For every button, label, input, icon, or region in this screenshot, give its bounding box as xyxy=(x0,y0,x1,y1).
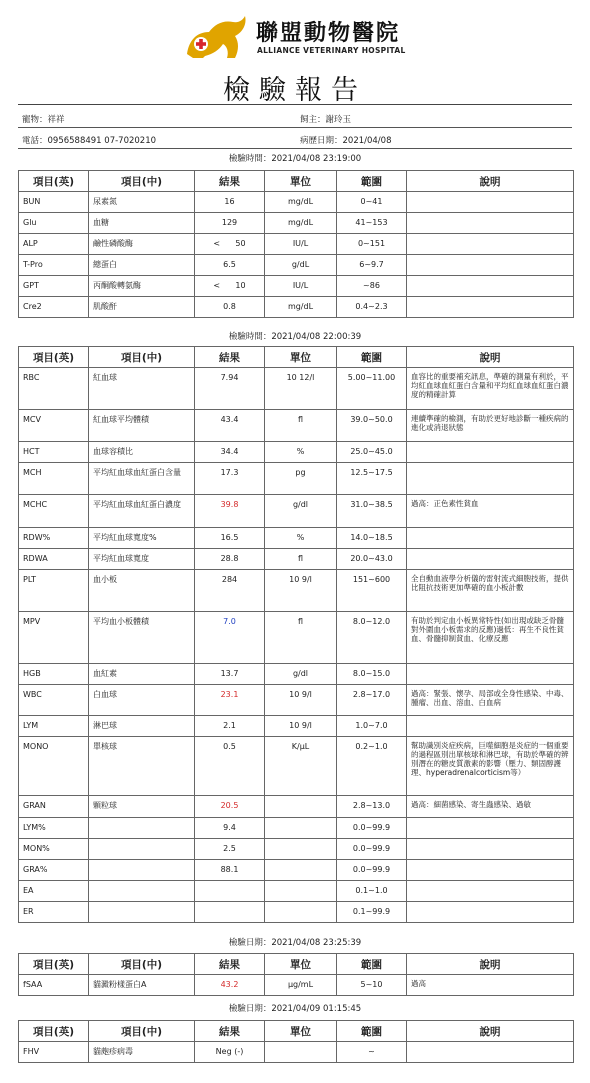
cell-range: 8.0~12.0 xyxy=(337,612,407,664)
cell-unit xyxy=(265,818,337,839)
cell-range: 0.0~99.9 xyxy=(337,860,407,881)
column-header: 單位 xyxy=(265,347,337,368)
cell-result xyxy=(195,839,265,860)
section-timestamp: 檢驗時間：2021/04/08 23:19:00 xyxy=(228,154,362,164)
report-title: 檢驗報告 xyxy=(223,75,367,106)
cell-result xyxy=(195,276,265,297)
cell-range: 6~9.7 xyxy=(337,255,407,276)
cell-unit xyxy=(265,839,337,860)
column-header: 項目(中) xyxy=(89,171,195,192)
cell-zh: 鹼性磷酸酶 xyxy=(89,234,195,255)
cell-en: MCV xyxy=(19,410,89,442)
table-row xyxy=(19,685,574,716)
cell-result xyxy=(195,297,265,318)
cell-zh xyxy=(89,902,195,923)
table-row xyxy=(19,1042,574,1063)
cell-range: 41~153 xyxy=(337,213,407,234)
cell-en: MPV xyxy=(19,612,89,664)
cell-result xyxy=(195,570,265,612)
cell-note xyxy=(407,839,574,860)
cell-zh: 血糖 xyxy=(89,213,195,234)
table-row xyxy=(19,818,574,839)
cell-unit: fl xyxy=(265,410,337,442)
table-row xyxy=(19,442,574,463)
table-row xyxy=(19,255,574,276)
info-divider xyxy=(18,148,572,149)
cell-range: 20.0~43.0 xyxy=(337,549,407,570)
result-value: 28.8 xyxy=(220,554,239,563)
result-value: 7.0 xyxy=(223,617,236,626)
cell-range: 2.8~13.0 xyxy=(337,796,407,818)
table-row xyxy=(19,297,574,318)
cell-unit: fl xyxy=(265,612,337,664)
report-header xyxy=(0,0,590,72)
cell-unit: g/dl xyxy=(265,495,337,528)
cell-en: RBC xyxy=(19,368,89,410)
cell-note xyxy=(407,664,574,685)
hospital-name: 聯盟動物醫院 xyxy=(256,20,401,46)
column-header: 單位 xyxy=(265,1021,337,1042)
cell-zh: 單核球 xyxy=(89,737,195,796)
phone: 電話：0956588491 07-7020210 xyxy=(22,136,157,146)
cell-note xyxy=(407,1042,574,1063)
column-header: 說明 xyxy=(407,1021,574,1042)
cell-en: Glu xyxy=(19,213,89,234)
cell-zh: 貓澱粉樣蛋白A xyxy=(89,975,195,996)
lab-results-table xyxy=(18,170,574,318)
cell-en: RDW% xyxy=(19,528,89,549)
cell-range: 8.0~15.0 xyxy=(337,664,407,685)
cell-result xyxy=(195,234,265,255)
column-header: 項目(中) xyxy=(89,347,195,368)
cell-note xyxy=(407,213,574,234)
cell-note xyxy=(407,549,574,570)
table-row xyxy=(19,192,574,213)
column-header: 結果 xyxy=(195,171,265,192)
cell-unit: mg/dL xyxy=(265,192,337,213)
cell-en: LYM xyxy=(19,716,89,737)
cell-note: 過高：細菌感染、寄生蟲感染、過敏 xyxy=(407,796,574,818)
cell-unit: 10 12/l xyxy=(265,368,337,410)
cell-unit: 10 9/l xyxy=(265,570,337,612)
column-header: 單位 xyxy=(265,954,337,975)
cell-zh: 平均紅血球寬度% xyxy=(89,528,195,549)
cell-result xyxy=(195,664,265,685)
table-row xyxy=(19,975,574,996)
cell-note xyxy=(407,255,574,276)
cell-en: RDWA xyxy=(19,549,89,570)
column-header: 項目(英) xyxy=(19,1021,89,1042)
hospital-logo-icon xyxy=(183,14,249,60)
cell-en: fSAA xyxy=(19,975,89,996)
cell-result xyxy=(195,410,265,442)
table-row xyxy=(19,664,574,685)
record-date: 病歷日期：2021/04/08 xyxy=(300,136,392,146)
cell-unit: 10 9/l xyxy=(265,685,337,716)
cell-note: 全自動血液學分析儀的雷射流式細胞技術，提供比阻抗技術更加準確的血小板計數 xyxy=(407,570,574,612)
column-header: 結果 xyxy=(195,954,265,975)
cell-unit: pg xyxy=(265,463,337,495)
cell-zh: 白血球 xyxy=(89,685,195,716)
cell-unit: IU/L xyxy=(265,234,337,255)
cell-unit: IU/L xyxy=(265,276,337,297)
result-value: 34.4 xyxy=(220,447,239,456)
table-row xyxy=(19,495,574,528)
cell-unit xyxy=(265,881,337,902)
cell-range: 1.0~7.0 xyxy=(337,716,407,737)
owner-name: 飼主：謝玲玉 xyxy=(300,115,352,125)
result-value: 50 xyxy=(235,239,246,248)
table-row xyxy=(19,570,574,612)
cell-en: LYM% xyxy=(19,818,89,839)
info-divider xyxy=(18,127,572,128)
cell-en: MCH xyxy=(19,463,89,495)
cell-zh: 總蛋白 xyxy=(89,255,195,276)
column-header: 項目(中) xyxy=(89,954,195,975)
cell-range: 0.1~1.0 xyxy=(337,881,407,902)
result-value: 43.2 xyxy=(220,980,239,989)
cell-en: PLT xyxy=(19,570,89,612)
cell-zh: 尿素氮 xyxy=(89,192,195,213)
cell-note xyxy=(407,818,574,839)
cell-zh: 平均紅血球血紅蛋白含量 xyxy=(89,463,195,495)
cell-range: 12.5~17.5 xyxy=(337,463,407,495)
table-header-row xyxy=(19,1021,574,1042)
result-value: 43.4 xyxy=(220,415,239,424)
column-header: 範圍 xyxy=(337,954,407,975)
result-value: 2.5 xyxy=(223,844,236,853)
cell-unit: g/dl xyxy=(265,664,337,685)
cell-zh: 淋巴球 xyxy=(89,716,195,737)
cell-note xyxy=(407,234,574,255)
column-header: 項目(英) xyxy=(19,954,89,975)
cell-result xyxy=(195,528,265,549)
result-value: Neg (-) xyxy=(215,1047,244,1056)
table-row xyxy=(19,528,574,549)
cell-en: WBC xyxy=(19,685,89,716)
cell-unit xyxy=(265,796,337,818)
result-value: 6.5 xyxy=(223,260,236,269)
cell-unit: K/μL xyxy=(265,737,337,796)
cell-unit xyxy=(265,902,337,923)
cell-en: BUN xyxy=(19,192,89,213)
column-header: 說明 xyxy=(407,171,574,192)
cell-range: 0.4~2.3 xyxy=(337,297,407,318)
cell-en: GRA% xyxy=(19,860,89,881)
table-row xyxy=(19,839,574,860)
result-value: 16.5 xyxy=(220,533,239,542)
cell-result xyxy=(195,442,265,463)
cell-note xyxy=(407,297,574,318)
section-timestamp: 檢驗日期：2021/04/08 23:25:39 xyxy=(228,938,362,948)
cell-en: MONO xyxy=(19,737,89,796)
cell-result xyxy=(195,737,265,796)
cell-result xyxy=(195,612,265,664)
pet-name: 寵物：祥祥 xyxy=(22,115,65,125)
cell-result xyxy=(195,549,265,570)
cell-note xyxy=(407,881,574,902)
cell-result xyxy=(195,902,265,923)
cell-en: FHV xyxy=(19,1042,89,1063)
cell-note: 過高 xyxy=(407,975,574,996)
cell-note: 連續準確的檢測，有助於更好地診斷一種疾病的進化或消退狀態 xyxy=(407,410,574,442)
cell-note xyxy=(407,192,574,213)
cell-en: GPT xyxy=(19,276,89,297)
table-header-row xyxy=(19,347,574,368)
table-row xyxy=(19,368,574,410)
column-header: 範圍 xyxy=(337,171,407,192)
result-value: 0.5 xyxy=(223,742,236,751)
cell-en: T-Pro xyxy=(19,255,89,276)
cell-note xyxy=(407,860,574,881)
title-divider xyxy=(18,104,572,105)
cell-zh: 平均血小板體積 xyxy=(89,612,195,664)
result-value: 2.1 xyxy=(223,721,236,730)
cell-zh: 丙酮酸轉氨酶 xyxy=(89,276,195,297)
cell-zh: 紅血球平均體積 xyxy=(89,410,195,442)
cell-en: MCHC xyxy=(19,495,89,528)
cell-zh: 血球容積比 xyxy=(89,442,195,463)
cell-note: 過高：緊張、懷孕、局部或全身性感染、中毒、腫瘤、出血、溶血、白血病 xyxy=(407,685,574,716)
hospital-name-en: ALLIANCE VETERINARY HOSPITAL xyxy=(257,46,406,55)
cell-note xyxy=(407,463,574,495)
lab-results-table xyxy=(18,1020,574,1063)
column-header: 項目(英) xyxy=(19,171,89,192)
result-prefix: < xyxy=(213,239,221,248)
cell-zh: 顆粒球 xyxy=(89,796,195,818)
cell-zh xyxy=(89,818,195,839)
result-value: 16 xyxy=(224,197,235,206)
cell-zh xyxy=(89,860,195,881)
result-value: 7.94 xyxy=(220,373,239,382)
table-row xyxy=(19,716,574,737)
cell-range: 2.8~17.0 xyxy=(337,685,407,716)
cell-note: 幫助識別炎症疾病，巨噬細胞是炎症的一個重要的過程區別出單核球和淋巴球，有助於準確的辨別潛在的糖皮質激素的影響（壓力、類固醇護理、hyperadrenalcorticism等） xyxy=(407,737,574,796)
cell-range: 14.0~18.5 xyxy=(337,528,407,549)
result-value: 284 xyxy=(221,575,238,584)
column-header: 說明 xyxy=(407,954,574,975)
cell-result xyxy=(195,860,265,881)
cell-en: HGB xyxy=(19,664,89,685)
cell-zh: 血小板 xyxy=(89,570,195,612)
cell-unit: % xyxy=(265,442,337,463)
table-row xyxy=(19,612,574,664)
cell-range: 39.0~50.0 xyxy=(337,410,407,442)
cell-unit: μg/mL xyxy=(265,975,337,996)
result-value: 9.4 xyxy=(223,823,236,832)
cell-range: 0.0~99.9 xyxy=(337,839,407,860)
cell-zh: 平均紅血球寬度 xyxy=(89,549,195,570)
cell-range: 5.00~11.00 xyxy=(337,368,407,410)
result-prefix: < xyxy=(213,281,221,290)
cell-range: 151~600 xyxy=(337,570,407,612)
column-header: 項目(英) xyxy=(19,347,89,368)
cell-en: GRAN xyxy=(19,796,89,818)
cell-result xyxy=(195,881,265,902)
table-row xyxy=(19,410,574,442)
cell-en: Cre2 xyxy=(19,297,89,318)
result-value: 39.8 xyxy=(220,500,239,509)
cell-range: 25.0~45.0 xyxy=(337,442,407,463)
cell-result xyxy=(195,495,265,528)
cell-unit: fl xyxy=(265,549,337,570)
cell-note xyxy=(407,716,574,737)
column-header: 結果 xyxy=(195,1021,265,1042)
cell-range: 0.0~99.9 xyxy=(337,818,407,839)
cell-zh xyxy=(89,881,195,902)
cell-range: 0~151 xyxy=(337,234,407,255)
cell-unit xyxy=(265,1042,337,1063)
cell-range: 0.2~1.0 xyxy=(337,737,407,796)
table-row xyxy=(19,549,574,570)
cell-note: 過高：正色素性貧血 xyxy=(407,495,574,528)
cell-unit: mg/dL xyxy=(265,297,337,318)
table-row xyxy=(19,213,574,234)
result-value: 13.7 xyxy=(220,669,239,678)
table-row xyxy=(19,881,574,902)
cell-result xyxy=(195,1042,265,1063)
section-timestamp: 檢驗日期：2021/04/09 01:15:45 xyxy=(228,1004,362,1014)
cell-zh: 血紅素 xyxy=(89,664,195,685)
cell-zh: 紅血球 xyxy=(89,368,195,410)
result-value: 129 xyxy=(221,218,238,227)
table-row xyxy=(19,737,574,796)
cell-unit: g/dL xyxy=(265,255,337,276)
table-header-row xyxy=(19,954,574,975)
cell-range: 0~41 xyxy=(337,192,407,213)
column-header: 範圍 xyxy=(337,347,407,368)
result-value: 0.8 xyxy=(223,302,236,311)
cell-result xyxy=(195,192,265,213)
cell-zh: 肌酸酐 xyxy=(89,297,195,318)
result-value: 20.5 xyxy=(220,801,239,810)
column-header: 結果 xyxy=(195,347,265,368)
cell-unit xyxy=(265,860,337,881)
cell-en: EA xyxy=(19,881,89,902)
cell-range: ~86 xyxy=(337,276,407,297)
cell-result xyxy=(195,463,265,495)
table-row xyxy=(19,276,574,297)
result-value: 88.1 xyxy=(220,865,239,874)
table-row xyxy=(19,463,574,495)
cell-result xyxy=(195,716,265,737)
lab-results-table xyxy=(18,346,574,923)
cell-result xyxy=(195,796,265,818)
column-header: 說明 xyxy=(407,347,574,368)
table-row xyxy=(19,860,574,881)
cell-result xyxy=(195,255,265,276)
result-value: 17.3 xyxy=(220,468,239,477)
cell-en: ALP xyxy=(19,234,89,255)
cell-en: ER xyxy=(19,902,89,923)
column-header: 範圍 xyxy=(337,1021,407,1042)
lab-results-table xyxy=(18,953,574,996)
cell-note xyxy=(407,442,574,463)
cell-range: ~ xyxy=(337,1042,407,1063)
cell-note xyxy=(407,276,574,297)
cell-note: 有助於判定血小板異常特性(如出現或缺乏骨髓對外圍血小板需求的反應)過低：再生不良性貧血、骨髓抑制貧血、化療反應 xyxy=(407,612,574,664)
cell-result xyxy=(195,818,265,839)
cell-note: 血容比的重要補充訊息，準確的測量有利於，平均紅血球血紅蛋白含量和平均紅血球血紅蛋白濃度的精確計算 xyxy=(407,368,574,410)
column-header: 項目(中) xyxy=(89,1021,195,1042)
table-header-row xyxy=(19,171,574,192)
table-row xyxy=(19,902,574,923)
cell-en: MON% xyxy=(19,839,89,860)
cell-note xyxy=(407,528,574,549)
cell-result xyxy=(195,213,265,234)
cell-result xyxy=(195,685,265,716)
cell-zh: 平均紅血球血紅蛋白濃度 xyxy=(89,495,195,528)
cell-note xyxy=(407,902,574,923)
cell-result xyxy=(195,368,265,410)
cell-range: 5~10 xyxy=(337,975,407,996)
cell-zh xyxy=(89,839,195,860)
column-header: 單位 xyxy=(265,171,337,192)
cell-en: HCT xyxy=(19,442,89,463)
table-row xyxy=(19,796,574,818)
cell-unit: mg/dL xyxy=(265,213,337,234)
cell-zh: 貓皰疹病毒 xyxy=(89,1042,195,1063)
cell-unit: 10 9/l xyxy=(265,716,337,737)
result-value: 10 xyxy=(235,281,246,290)
cell-range: 0.1~99.9 xyxy=(337,902,407,923)
cell-range: 31.0~38.5 xyxy=(337,495,407,528)
cell-result xyxy=(195,975,265,996)
section-timestamp: 檢驗時間：2021/04/08 22:00:39 xyxy=(228,332,362,342)
result-value: 23.1 xyxy=(220,690,239,699)
table-row xyxy=(19,234,574,255)
cell-unit: % xyxy=(265,528,337,549)
